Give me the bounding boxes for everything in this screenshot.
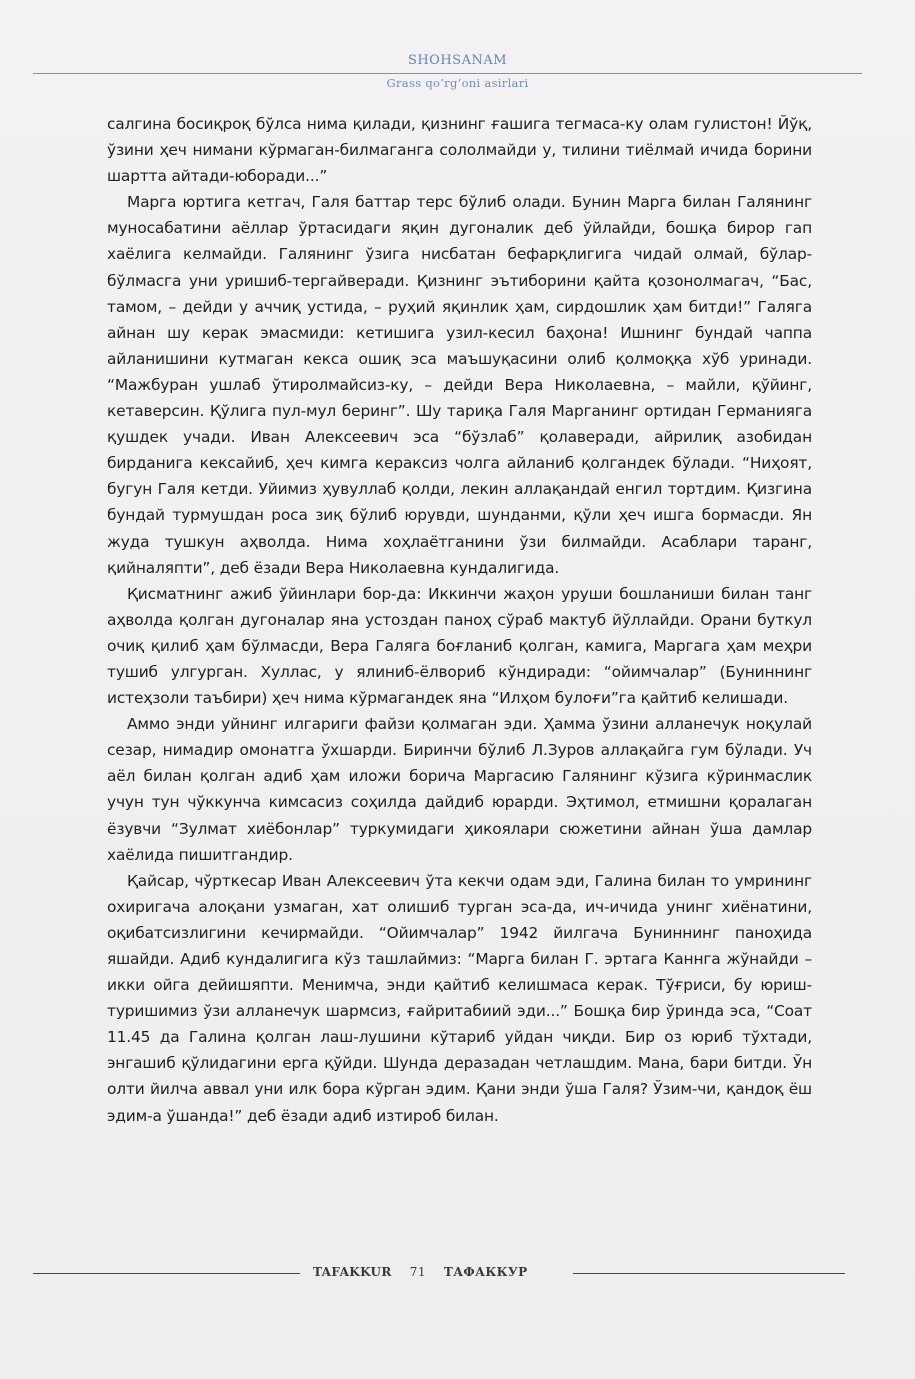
paragraph: Марга юртига кетгач, Галя баттар терс бўлиб олади. Бунин Марга билан Галянинг муносабатини аёллар ўртасидаги яқин дугоналик деб ўйлайди, бошқа бирор гап хаёлига келмайди. Галянинг ўзига нисбатан бефарқлигига чидай олмай, бўлар-бўлмасга уни уришиб-тергайверади. Қизнинг эътиборини қайта қозонолмагач, “Бас, тамом, – дейди у аччиқ устида, – руҳий яқинлик ҳам, сирдошлик ҳам битди!” Галяга айнан шу керак эмасмиди: кетишига узил-кесил баҳона! Ишнинг бундай чаппа айланишини кутмаган кекса ошиқ эса маъшуқасини олиб қолмоққа хўб уринади. “Мажбуран ушлаб ўтиролмайсиз-ку, – дейди Вера Николаевна, – майли, қўйинг, кетаверсин. Қўлига пул-мул беринг”. Шу тариқа Галя Марганинг ортидан Германияга қушдек учади. Иван Алексеевич эса “бўзлаб” қолаверади, айрилиқ азобидан бирданига кексайиб, ҳеч кимга кераксиз чолга айланиб қолгандек бўлади. “Ниҳоят, бугун Галя кетди. Уйимиз ҳувуллаб қолди, лекин аллақандай енгил тортдим. Қизгина бундай турмушдан роса зиқ бўлиб юрувди, шунданми, қўли ҳеч ишга бормасди. Ян жуда тушкун аҳволда. Нима хоҳлаётганини ўзи билмайди. Асаблари таранг, қийналяпти”, деб ёзади Вера Николаевна кундалигида.: [107, 193, 812, 577]
footer-left-word: TAFAKKUR: [313, 1265, 392, 1279]
paragraph: Қисматнинг ажиб ўйинлари бор-да: Иккинчи жаҳон уруши бошланиши билан танг аҳволда қолган дугоналар яна устоздан паноҳ сўраб мактуб йўллайди. Орани буткул очиқ қилиб ҳам бўлмасди, Вера Галяга боғланиб қолган, камига, Маргага ҳам меҳри тушиб улгурган. Хуллас, у ялиниб-ёлвориб кўндиради: “ойимчалар” (Буниннинг истеҳзоли таъбири) ҳеч нима кўрмагандек яна “Илҳом булоғи”га қайтиб келишади.: [107, 584, 812, 708]
footer-rule-right: [573, 1273, 845, 1274]
page-number: 71: [409, 1265, 426, 1279]
header-title: SHOHSANAM: [407, 53, 508, 68]
running-header: [0, 52, 915, 70]
header-subtitle: Grass qo’rg’oni asirlari: [386, 76, 529, 90]
footer-right-word: ТАФАККУР: [443, 1265, 528, 1279]
footer-text: [313, 1265, 546, 1279]
paragraph: салгина босиқроқ бўлса нима қилади, қизнинг ғашига тегмаса-ку олам гулистон! Йўқ, ўзини ҳеч нимани кўрмаган-билмаганга сололмайди у, тилини тиёлмай ичида борини шартта айтади-юборади...”: [107, 115, 812, 186]
article-body: [107, 111, 812, 1129]
footer-rule-left: [33, 1273, 300, 1274]
page-footer: [33, 1266, 845, 1282]
header-rule: [33, 73, 862, 74]
paragraph: Қайсар, чўрткесар Иван Алексеевич ўта кекчи одам эди, Галина билан то умрининг охиригача алоқани узмаган, хат олишиб турган эса-да, ич-ичида унинг хиёнатини, оқибатсизлигини кечирмайди. “Ойимчалар” 1942 йилгача Буниннинг паноҳида яшайди. Адиб кундалигига кўз ташлаймиз: “Марга билан Г. эртага Каннга жўнайди – икки ойга дейишяпти. Менимча, энди қайтиб келишмаса керак. Тўғриси, бу юриш-туришимиз ўзи алланечук шармсиз, ғайритабиий эди...” Бошқа бир ўринда эса, “Соат 11.45 да Галина қолган лаш-лушини кўтариб уйдан чиқди. Бир оз юриб тўхтади, энгашиб қўлидагини ерга қўйди. Шунда деразадан четлашдим. Мана, бари битди. Ўн олти йилча аввал уни илк бора кўрган эдим. Қани энди ўша Галя? Ўзим-чи, қандоқ ёш эдим-а ўшанда!” деб ёзади адиб изтироб билан.: [107, 871, 812, 1125]
paragraph: Аммо энди уйнинг илгариги файзи қолмаган эди. Ҳамма ўзини алланечук ноқулай сезар, нимадир омонатга ўхшарди. Биринчи бўлиб Л.Зуров аллақайга гум бўлади. Уч аёл билан қолган адиб ҳам иложи борича Маргасию Галянинг кўзига кўринмаслик учун тун чўккунча кимсасиз соҳилда дайдиб юрарди. Эҳтимол, етмишни қоралаган ёзувчи “Зулмат хиёбонлар” туркумидаги ҳикоялари сюжетини айнан ўша дамлар хаёлида пишитгандир.: [107, 715, 812, 864]
